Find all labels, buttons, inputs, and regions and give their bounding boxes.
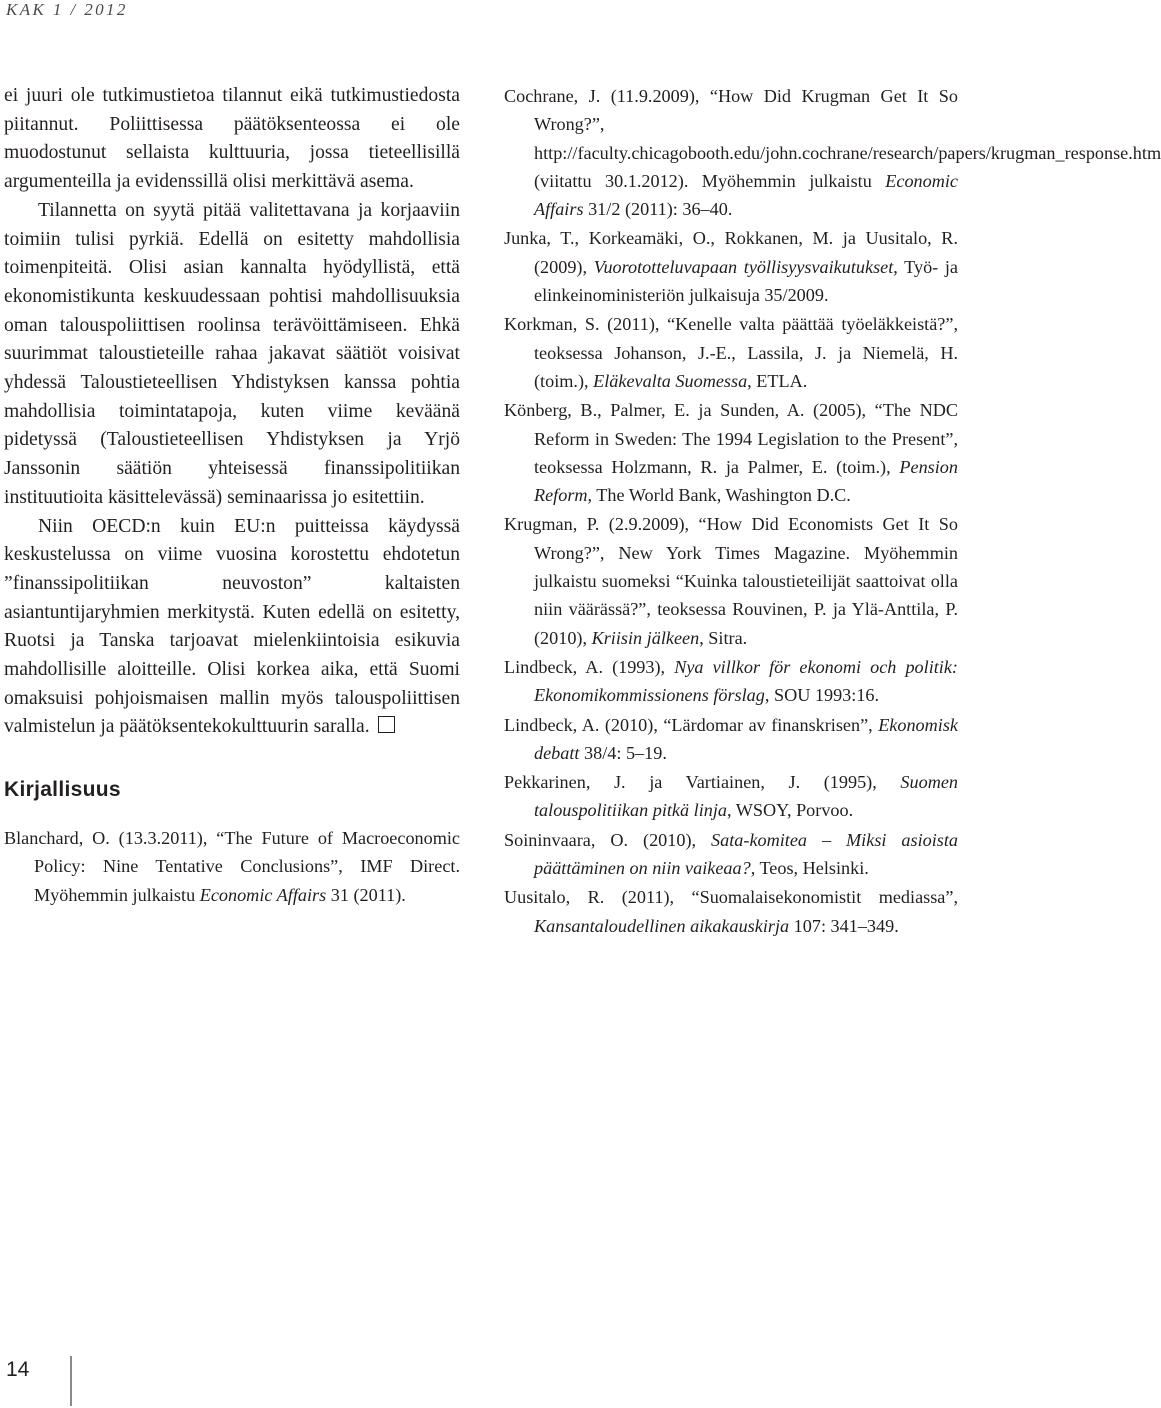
section-title: Kirjallisuus: [4, 778, 121, 802]
reference-text: , Työ- ja elinkeinoministeriön julkaisuja 35/2009.: [534, 256, 958, 306]
reference-title: Nya villkor för ekonomi och politik: Ekonomikommissionens förslag: [534, 656, 958, 706]
reference-text: 107: 341–349.: [789, 915, 899, 936]
reference-text: Lindbeck, A. (2010), “Lärdomar av finanskrisen”,: [504, 714, 879, 735]
reference-text: Lindbeck, A. (1993),: [504, 656, 675, 677]
reference-text: Könberg, B., Palmer, E. ja Sunden, A. (2005), “The NDC Reform in Sweden: The 1994 Legislation to the Present”, teoksessa Holzmann, R. ja Palmer, E. (toim.),: [504, 400, 958, 477]
reference-text: Pekkarinen, J. ja Vartiainen, J. (1995),: [504, 772, 901, 793]
paragraph: ei juuri ole tutkimustietoa tilannut eikä tutkimustiedosta piitannut. Poliittisessa päätöksenteossa ei ole muodostunut sellaista kulttuuria, jossa tieteellisillä argumenteilla ja evidenssillä olisi merkittävä asema.: [4, 85, 460, 193]
reference-title: Economic Affairs: [534, 170, 958, 220]
reference-list: [504, 82, 1161, 940]
reference-text: Cochrane, J. (11.9.2009), “How Did Krugman Get It So Wrong?”, http://faculty.chicagobooth.edu/john.cochrane/research/papers/krugman_response.htm (viitattu 30.1.2012). Myöhemmin julkaistu: [504, 86, 1161, 191]
reference-title: Sata-komitea – Miksi asioista päättäminen on niin vaikeaa?: [534, 829, 959, 879]
reference-text: 31/2 (2011): 36–40.: [583, 199, 733, 220]
reference-title: Vuorototteluvapaan työllisyysvaikutukset: [593, 256, 894, 277]
reference-title: Suomen talouspolitiikan pitkä linja: [534, 772, 958, 821]
left-column: [4, 82, 460, 910]
reference-item: [504, 653, 958, 710]
reference-item: [504, 82, 1161, 223]
reference-text: , The World Bank, Washington D.C.: [587, 485, 851, 506]
reference-text: , ETLA.: [747, 370, 808, 391]
reference-text: , Teos, Helsinki.: [750, 858, 869, 879]
page-number: 14: [6, 1358, 30, 1381]
reference-text: Krugman, P. (2.9.2009), “How Did Economists Get It So Wrong?”, New York Times Magazine. Myöhemmin julkaistu suomeksi “Kuinka taloustieteilijät saattoivat olla niin väärässä?”, teoksessa Rouvinen, P. ja Ylä-Anttila, P. (2010),: [504, 514, 958, 648]
article-body: [4, 82, 460, 742]
reference-text: 31 (2011).: [326, 884, 406, 905]
reference-text: 38/4: 5–19.: [579, 742, 667, 763]
reference-text: , WSOY, Porvoo.: [727, 800, 854, 821]
reference-item: [504, 396, 958, 509]
right-column: [504, 82, 1161, 941]
reference-text: Soininvaara, O. (2010),: [504, 829, 712, 850]
reference-title: Pension Reform: [534, 456, 958, 506]
reference-item: [4, 824, 460, 909]
paragraph: Tilannetta on syytä pitää valitettavana ja korjaaviin toimiin tulisi pyrkiä. Edellä on esitetty mahdollisia toimenpiteitä. Olisi asian kannalta hyödyllistä, että ekonomistikunta keskuudessaan pohtisi mahdollisuuksia oman talouspoliittisen roolinsa terävöittämiseen. Ehkä suurimmat taloustieteille rahaa jakavat säätiöt voisivat yhdessä Taloustieteellisen Yhdistyksen kanssa pohtia mahdollisia toimintatapoja, kuten viime keväänä pidetyssä (Taloustieteellisen Yhdistyksen ja Yrjö Janssonin säätiön yhteisessä finanssipolitiikan instituutioita käsittelevässä) seminaarissa jo esitettiin.: [4, 199, 460, 508]
reference-item: [504, 826, 958, 883]
reference-title: Kansantaloudellinen aikakauskirja: [534, 915, 790, 936]
reference-text: Junka, T., Korkeamäki, O., Rokkanen, M. ja Uusitalo, R. (2009),: [504, 228, 958, 277]
reference-title: Eläkevalta Suomessa: [593, 370, 748, 391]
reference-item: [504, 883, 958, 940]
paragraph-text: Niin OECD:n kuin EU:n puitteissa käydyssä keskustelussa on viime vuosina korostettu ehdotetun ”finanssipolitiikan neuvoston” kaltaisten asiantuntijaryhmien merkitystä. Kuten edellä on esitetty, Ruotsi ja Tanska tarjoavat mielenkiintoisia esikuvia mahdollisille aloitteille. Olisi korkea aika, että Suomi omaksuisi pohjoismaisen mallin myös talouspoliittisen valmistelun ja päätöksentekokulttuurin saralla.: [4, 515, 460, 738]
paragraph-final: [4, 513, 460, 743]
reference-item: [504, 224, 958, 309]
reference-title: Kriisin jälkeen: [591, 627, 700, 648]
reference-title: Economic Affairs: [199, 884, 327, 905]
reference-item: [504, 768, 958, 825]
footer-divider: [70, 1356, 72, 1406]
reference-text: Korkman, S. (2011), “Kenelle valta päättää työeläkkeistä?”, teoksessa Johanson, J.-E., Lassila, J. ja Niemelä, H. (toim.),: [504, 314, 958, 391]
reference-item: [504, 510, 958, 651]
reference-text: Blanchard, O. (13.3.2011), “The Future of Macroeconomic Policy: Nine Tentative Conclusions”, IMF Direct. Myöhemmin julkaistu: [4, 828, 460, 905]
reference-item: [504, 310, 958, 395]
end-of-article-icon: [378, 716, 395, 733]
reference-item: [504, 711, 958, 768]
reference-text: , SOU 1993:16.: [764, 685, 880, 706]
reference-text: , Sitra.: [699, 627, 748, 648]
journal-header: KAK 1 / 2012: [6, 0, 128, 19]
reference-title: Ekonomisk debatt: [534, 714, 958, 763]
reference-text: Uusitalo, R. (2011), “Suomalaisekonomistit mediassa”,: [504, 887, 958, 908]
